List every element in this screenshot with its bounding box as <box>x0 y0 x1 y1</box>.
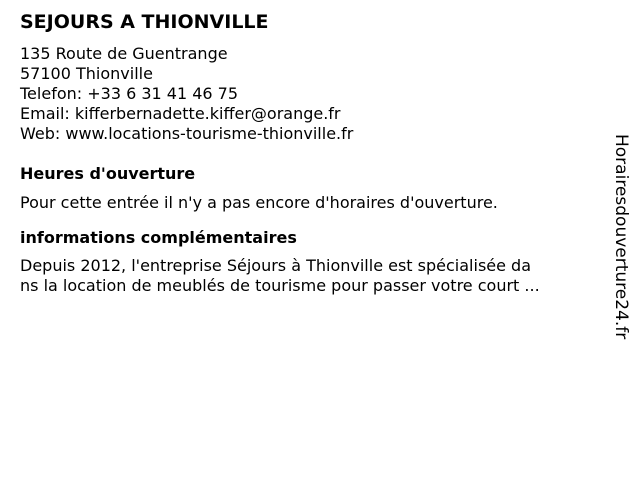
additional-info-line-2: ns la location de meublés de tourisme pour passer votre court ... <box>20 276 540 295</box>
additional-info-text <box>20 256 600 296</box>
address-street: 135 Route de Guentrange <box>20 44 228 63</box>
phone-line: Telefon: +33 6 31 41 46 75 <box>20 84 239 103</box>
additional-info-heading: informations complémentaires <box>20 228 297 247</box>
business-title: SEJOURS A THIONVILLE <box>20 11 269 33</box>
site-brand-vertical: Horairesdouverture24.fr <box>611 134 631 340</box>
additional-info-line-1: Depuis 2012, l'entreprise Séjours à Thionville est spécialisée da <box>20 256 532 275</box>
address-city: 57100 Thionville <box>20 64 153 83</box>
contact-block <box>20 44 600 144</box>
website-line: Web: www.locations-tourisme-thionville.fr <box>20 124 354 143</box>
business-card <box>20 8 600 296</box>
opening-hours-heading: Heures d'ouverture <box>20 164 196 183</box>
opening-hours-text: Pour cette entrée il n'y a pas encore d'horaires d'ouverture. <box>20 193 498 212</box>
email-line: Email: kifferbernadette.kiffer@orange.fr <box>20 104 341 123</box>
